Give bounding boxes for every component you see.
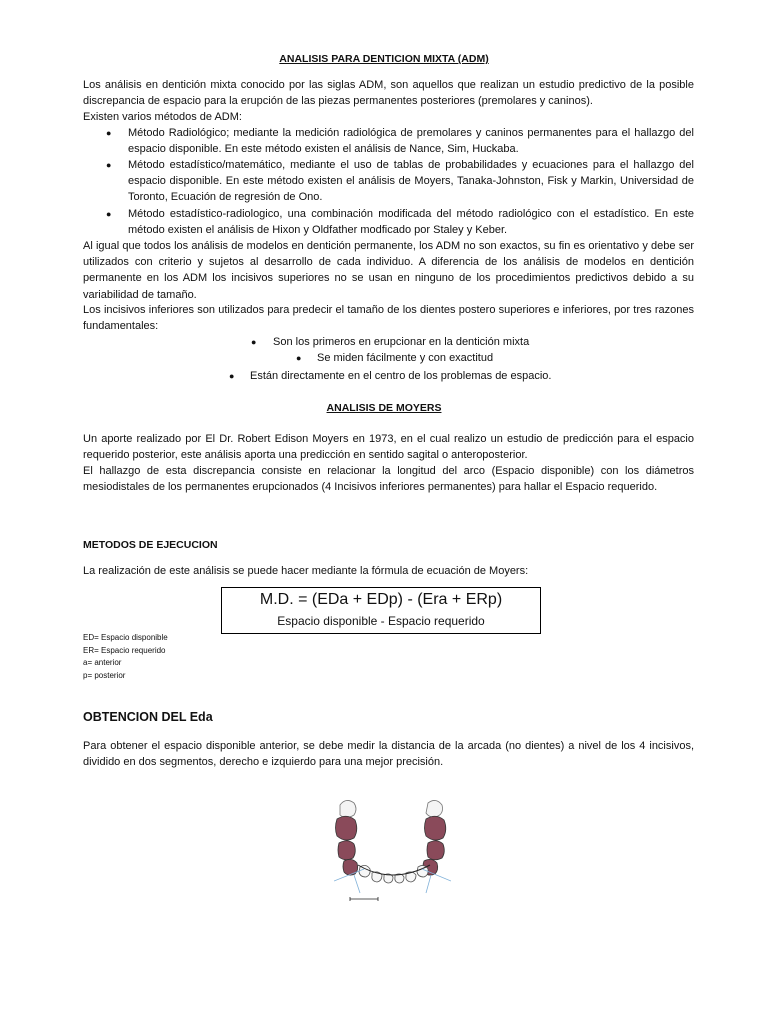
bullet-icon: ● (106, 160, 112, 170)
moyers-title: ANALISIS DE MOYERS (326, 402, 442, 414)
intro-paragraph: Los análisis en dentición mixta conocido por las siglas ADM, son aquellos que realizan un estudio predictivo de la posible discrepancia de espacio para la erupción de las piezas permanentes posteriores (premolares y caninos). (83, 79, 694, 108)
bullet-icon: ● (106, 128, 112, 138)
eda-heading: OBTENCION DEL Eda (83, 710, 213, 724)
moyers-paragraph-two: El hallazgo de esta discrepancia consiste en relacionar la longitud del arco (Espacio disponible) con los diámetros mesiodistales de los permanentes erupcionados (4 Incisivos inferiores permanentes) para hallar el Espacio requerido. (83, 465, 694, 494)
bullet-icon: ● (106, 209, 112, 219)
legend-item: ED= Espacio disponible (83, 633, 168, 642)
method-item: Método Radiológico; mediante la medición radiológica de premolares y caninos permanentes para el hallazgo del espacio disponible. En este método existen el análisis de Nance, Sim, Huckaba. (128, 127, 694, 156)
bullet-icon: ● (251, 337, 257, 347)
legend-item: p= posterior (83, 670, 126, 680)
paragraph-three: Los incisivos inferiores son utilizados para predecir el tamaño de los dientes postero superiores e inferiores, por tres razones fundamentales: (83, 304, 694, 333)
moyers-paragraph-one: Un aporte realizado por El Dr. Robert Edison Moyers en 1973, en el cual realizo un estudio de predicción para el espacio requerido posterior, este análisis aporta una predicción en sentido sagital o anteroposterior. (83, 433, 694, 462)
bullet-icon: ● (296, 353, 302, 363)
legend-item: ER= Espacio requerido (83, 645, 166, 655)
formula-subtitle: Espacio disponible - Espacio requerido (277, 614, 485, 628)
reason-item: Se miden fácilmente y con exactitud (317, 352, 494, 364)
legend-item: a= anterior (83, 658, 122, 667)
reason-item: Están directamente en el centro de los problemas de espacio. (250, 370, 552, 382)
methods-heading: METODOS DE EJECUCION (83, 539, 218, 551)
formula-equation: M.D. = (EDa + EDp) - (Era + ERp) (259, 591, 503, 608)
methods-intro: Existen varios métodos de ADM: (83, 111, 242, 123)
method-item: Método estadístico/matemático, mediante el uso de tablas de probabilidades y ecuaciones para el hallazgo del espacio disponible. En este método existen el análisis de Moyers, Tanaka-Johnston, Fisk y Markin, Universidad de Toronto, Ecuación de regresión de Ono. (128, 159, 694, 204)
methods-text: La realización de este análisis se puede hacer mediante la fórmula de ecuación de Moyers: (83, 565, 529, 577)
document-title: ANALISIS PARA DENTICION MIXTA (ADM) (279, 53, 489, 65)
formula-box (221, 587, 541, 634)
formula-legend (83, 632, 168, 682)
paragraph-two: Al igual que todos los análisis de modelos en dentición permanente, los ADM no son exactos, su fin es orientativo y debe ser utilizados con criterio y sujetos al desarrollo de cada individuo. A diferencia de los análisis de modelos en dentición permanente en los ADM los incisivos superiores no se usan en ninguno de los procedimientos predictivos debido a su variabilidad de tamaño. (83, 240, 694, 301)
reason-item: Son los primeros en erupcionar en la dentición mixta (273, 336, 530, 348)
eda-paragraph: Para obtener el espacio disponible anterior, se debe medir la distancia de la arcada (no dientes) a nivel de los 4 incisivos, dividido en dos segmentos, derecho e izquierdo para una mejor precisión. (83, 740, 694, 769)
bullet-icon: ● (229, 371, 235, 381)
method-item: Método estadístico-radiologico, una combinación modificada del método radiológico con el estadístico. En este método existen el análisis de Hixon y Oldfather modficado por Staley y Keber. (128, 208, 694, 237)
dental-arch-figure (334, 795, 451, 905)
